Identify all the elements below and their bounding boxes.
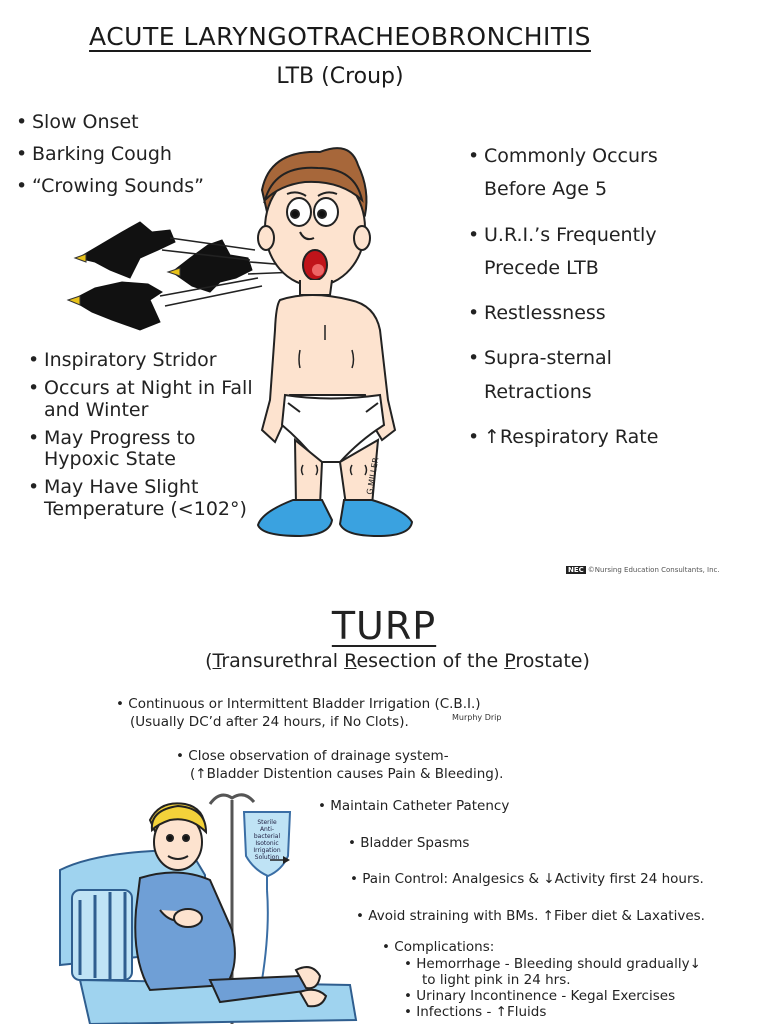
sub-part: R (344, 650, 357, 672)
list-item: • Commonly Occurs Before Age 5 (466, 140, 724, 207)
crow-icon (68, 282, 162, 330)
patency-point: • Maintain Catheter Patency (318, 798, 510, 814)
bag-label: bacterial (253, 833, 281, 840)
pain-text: Pain Control: Analgesics & ↓Activity first 24 hours. (362, 871, 704, 887)
comp-item: • Hemorrhage - Bleeding should gradually↓ (404, 956, 701, 972)
bag-label: Anti- (259, 826, 275, 833)
list-item: • Slow Onset (14, 112, 204, 134)
complications-text: Complications: (394, 939, 495, 955)
list-item: • “Crowing Sounds” (14, 176, 204, 198)
child-figure (258, 148, 412, 536)
comp-text: Infections - ↑Fluids (416, 1004, 547, 1020)
comp-item-cont: to light pink in 24 hrs. (422, 972, 571, 988)
list-item: • ↑Respiratory Rate (466, 421, 724, 454)
complications-heading: • Complications: (382, 939, 495, 955)
sub-part: ransurethral (221, 650, 345, 672)
ltb-subtitle: LTB (Croup) (276, 64, 404, 89)
sub-part: esection of the (356, 650, 505, 672)
comp-item: • Urinary Incontinence - Kegal Exercises (404, 988, 676, 1004)
bag-label: Solution (254, 854, 280, 861)
comp-text: Hemorrhage - Bleeding should gradually↓ (416, 956, 701, 972)
sub-part: ( (205, 650, 213, 672)
spasms-point: • Bladder Spasms (348, 835, 470, 851)
drainage-point: • Close observation of drainage system- (176, 748, 449, 764)
list-item: • Occurs at Night in Fall and Winter (26, 378, 274, 422)
list-item: • May Progress to Hypoxic State (26, 428, 274, 472)
drain-line1: Close observation of drainage system- (188, 748, 449, 764)
straining-point: • Avoid straining with BMs. ↑Fiber diet & Laxatives. (356, 908, 705, 924)
list-item: • Barking Cough (14, 144, 204, 166)
spasms-text: Bladder Spasms (360, 835, 470, 851)
crow-icon (75, 222, 175, 278)
list-item: • May Have Slight Temperature (<102°) (26, 477, 274, 521)
patency-text: Maintain Catheter Patency (330, 798, 510, 814)
credit-line (566, 566, 720, 574)
list-item: • U.R.I.’s Frequently Precede LTB (466, 219, 724, 286)
turp-subtitle (0, 650, 768, 672)
credit-text: ©Nursing Education Consultants, Inc. (587, 566, 720, 574)
drain-line2: (↑Bladder Distention causes Pain & Bleeding). (190, 766, 504, 782)
sub-part: T (212, 650, 222, 672)
bag-label: Irrigation (253, 847, 281, 854)
comp-text: Urinary Incontinence - Kegal Exercises (416, 988, 676, 1004)
straining-text: Avoid straining with BMs. ↑Fiber diet & Laxatives. (368, 908, 705, 924)
comp-item: • Infections - ↑Fluids (404, 1004, 547, 1020)
sub-part: P (504, 650, 516, 672)
cbi-point: • Continuous or Intermittent Bladder Irrigation (C.B.I.) (116, 696, 481, 712)
turp-illustration (0, 780, 360, 1024)
sub-part: rostate) (515, 650, 590, 672)
list-item: • Inspiratory Stridor (26, 350, 274, 372)
turp-title: TURP (331, 604, 437, 648)
pain-point: • Pain Control: Analgesics & ↓Activity first 24 hours. (350, 871, 704, 887)
bag-label: Isotonic (255, 840, 279, 847)
cbi-line1: Continuous or Intermittent Bladder Irrigation (C.B.I.) (128, 696, 481, 712)
list-item: • Restlessness (466, 297, 724, 330)
cbi-line2: (Usually DC’d after 24 hours, if No Clots). (130, 714, 409, 730)
artist-signature: G.MILLER (365, 456, 381, 496)
murphy-drip-note: Murphy Drip (452, 713, 502, 722)
list-item: • Supra-sternal Retractions (466, 342, 724, 409)
ltb-title: ACUTE LARYNGOTRACHEOBRONCHITIS (89, 22, 591, 51)
bag-label: Sterile (257, 819, 277, 826)
nec-logo: NEC (568, 566, 584, 574)
